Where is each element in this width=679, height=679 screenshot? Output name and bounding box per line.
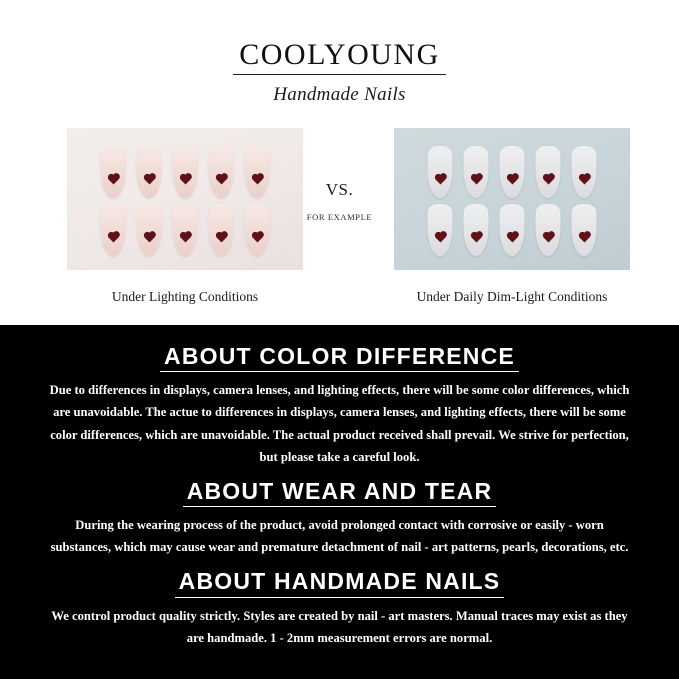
brand-name: COOLYOUNG — [233, 38, 446, 75]
heart-icon — [180, 233, 190, 243]
nail-item — [464, 146, 489, 198]
heart-icon — [507, 175, 517, 185]
nail-item — [500, 146, 525, 198]
heart-icon — [144, 233, 154, 243]
section-color-difference — [44, 343, 635, 468]
section-body: Due to differences in displays, camera lenses, and lighting effects, there will be some color differences, which are unavoidable. The actue to differences in displays, camera lenses, and lighting effects, there will be some color differences, which are unavoidable. The actual product received shall prevail. We strive for perfection, but please take a careful look. — [49, 383, 630, 464]
vs-label: VS. — [325, 180, 354, 199]
header-section — [0, 0, 679, 325]
heart-icon — [216, 233, 226, 243]
heart-icon — [543, 233, 553, 243]
section-wear-and-tear — [44, 478, 635, 559]
nail-item — [536, 146, 561, 198]
section-title: ABOUT HANDMADE NAILS — [175, 568, 505, 597]
nail-item — [500, 204, 525, 256]
section-body: During the wearing process of the product, avoid prolonged contact with corrosive or easily - worn substances, which may cause wear and premature detachment of nail - art patterns, pearls, decorations, etc. — [50, 518, 629, 555]
nail-item — [536, 204, 561, 256]
nail-item — [428, 204, 453, 256]
heart-icon — [435, 233, 445, 243]
info-sections — [0, 325, 679, 679]
heart-icon — [543, 175, 553, 185]
brand-tagline: Handmade Nails — [273, 84, 406, 105]
right-photo-caption: Under Daily Dim-Light Conditions — [416, 289, 608, 304]
section-title: ABOUT COLOR DIFFERENCE — [160, 343, 519, 372]
heart-icon — [435, 175, 445, 185]
section-handmade-nails — [44, 568, 635, 649]
vs-note: FOR EXAMPLE — [306, 212, 373, 222]
nail-item — [572, 146, 597, 198]
section-body: We control product quality strictly. Styles are created by nail - art masters. Manual traces may exist as they are handmade. 1 - 2mm measurement errors are normal. — [51, 608, 628, 645]
nail-row — [428, 204, 597, 256]
nail-row — [428, 146, 597, 198]
heart-icon — [252, 233, 262, 243]
section-title: ABOUT WEAR AND TEAR — [183, 478, 497, 507]
nail-set-dim-lighting-photo — [394, 128, 630, 270]
nail-item — [464, 204, 489, 256]
brand-block — [0, 0, 679, 106]
heart-icon — [579, 233, 589, 243]
heart-icon — [507, 233, 517, 243]
nail-item — [572, 204, 597, 256]
left-photo-caption: Under Lighting Conditions — [111, 289, 259, 304]
heart-icon — [108, 233, 118, 243]
heart-icon — [471, 233, 481, 243]
nail-item — [428, 146, 453, 198]
heart-icon — [471, 175, 481, 185]
heart-icon — [579, 175, 589, 185]
right-photo-block — [394, 128, 630, 305]
comparison-block — [0, 128, 679, 318]
